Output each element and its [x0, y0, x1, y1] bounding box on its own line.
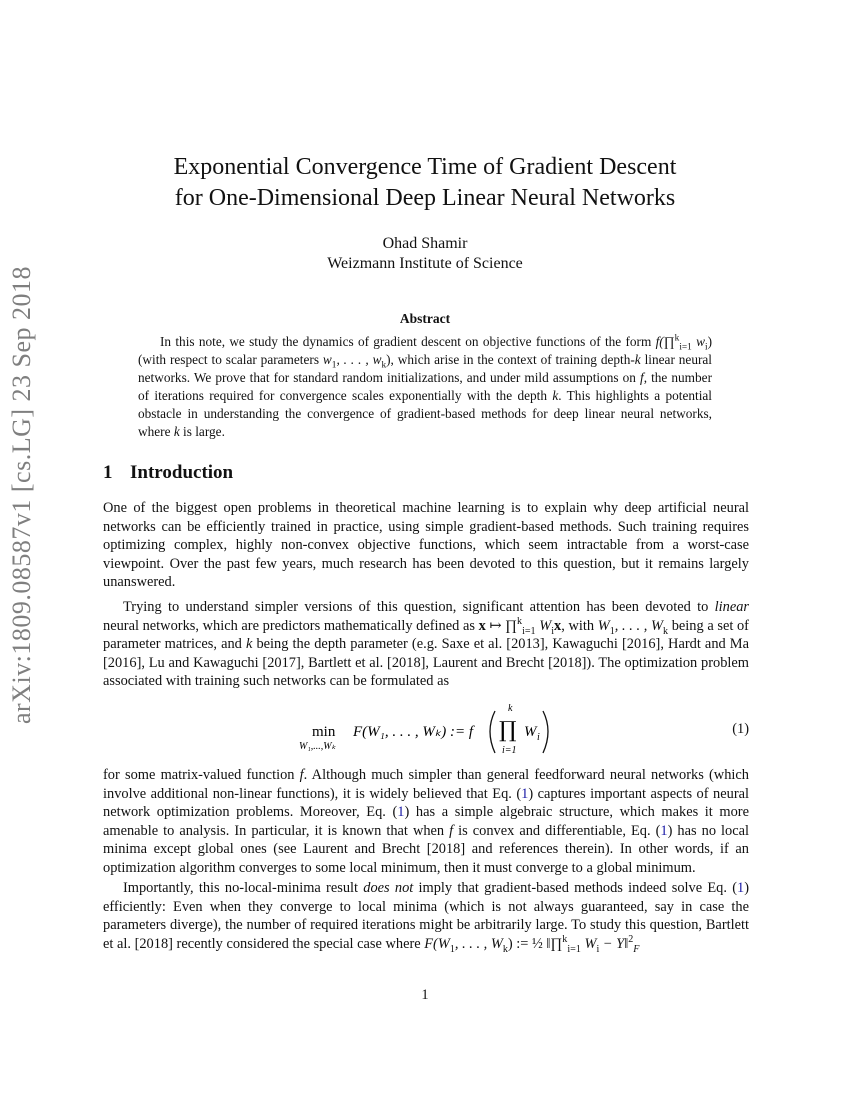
- eq-ref-link[interactable]: 1: [737, 880, 745, 896]
- paper-title: [100, 152, 750, 214]
- eq-min-subscript: W₁,...,Wₖ: [299, 741, 336, 752]
- title-line-1: Exponential Convergence Time of Gradient Descent: [173, 154, 677, 180]
- title-line-2: for One-Dimensional Deep Linear Neural Networks: [174, 185, 676, 211]
- eq-ref-link[interactable]: 1: [397, 804, 405, 821]
- page-number: 1: [421, 987, 429, 1003]
- eq-prod-body-sub: i: [537, 732, 540, 743]
- paragraph-3: for some matrix-valued function f. Although much simpler than general feedforward neural networks (which involve additional non-linear functions), it is widely believed that Eq. (1) captures important aspects of neural network optimization problems. Moreover, Eq. (1) has a simple algebraic structure, which makes it more amenable to analysis. In particular, it is known that when f is convex and differentiable, Eq. (1) has no local minima except global ones (see Laurent and Brecht [2018] and references therein). In other words, if an optimization algorithm converges to some local minimum, then it must converge to a global minimum.: [103, 767, 749, 876]
- eq-prod-lower: i=1: [502, 745, 517, 756]
- eq-prod-body: W: [524, 724, 537, 740]
- author-affiliation: Weizmann Institute of Science: [327, 255, 523, 272]
- arxiv-identifier-stamp: [2, 265, 42, 725]
- abstract-text: In this note, we study the dynamics of gradient descent on objective functions of the form f(∏$^k_{i=1}$ $w_i$) (with respect to scalar parameters $w_1$, . . . , $w_k$), which arise in the context of training depth-k linear neural networks. We prove that for standard random initializations, and under mild assumptions on f, the number of iterations required for convergence scales exponentially with the depth k. This highlights a potential obstacle in understanding the convergence of gradient-based methods for deep linear neural networks, where k is large.: [138, 333, 712, 439]
- eq-prod-symbol: ∏: [499, 718, 517, 743]
- equation-1: [103, 703, 749, 757]
- equation-1-formula: [103, 703, 749, 763]
- paragraph-4: Importantly, this no-local-minima result does not imply that gradient-based methods indeed solve Eq. (1) efficiently: Even when they converge to local minima (which is not always guaranteed, say in case the parameters diverge), the number of required iterations might be arbitrarily large. To study this question, Bartlett et al. [2018] recently considered the special case where $F(W_1$, . . . , $W_k$) := ½ ‖∏$^k_{i=1}$ $W_i$ − Y‖$^2_F$: [103, 880, 749, 955]
- section-title: Introduction: [130, 462, 234, 483]
- section-heading-introduction: [103, 462, 233, 484]
- author-name: Ohad Shamir: [382, 235, 468, 252]
- author-block: [100, 234, 750, 274]
- eq-ref-link[interactable]: 1: [521, 785, 529, 802]
- eq-right-paren: [543, 711, 548, 753]
- eq-left-paren: [490, 711, 495, 753]
- paragraph-2: Trying to understand simpler versions of this question, significant attention has been devoted to linear neural networks, which are predictors mathematically defined as x ↦ ∏$^k_{i=1}$ $W_ix$, with $W_1$, . . . , $W_k$ being a set of parameter matrices, and k being the depth parameter (e.g. Saxe et al. [2013], Kawaguchi [2016], Hardt and Ma [2016], Lu and Kawaguchi [2017], Bartlett et al. [2018], Laurent and Brecht [2018]). The optimization problem associated with training such networks can be formulated as: [103, 599, 749, 690]
- arxiv-identifier-text: arXiv:1809.08587v1 [cs.LG] 23 Sep 2018: [7, 265, 36, 725]
- equation-number: (1): [732, 721, 749, 737]
- paragraph-1: One of the biggest open problems in theoretical machine learning is to explain why deep artificial neural networks can be efficiently trained in practice, using simple gradient-based methods. Such training requires optimizing complex, highly non-convex objective functions, which seem intractable from a worst-case viewpoint. Over the past few years, much research has been devoted to this question, but it remains largely unanswered.: [103, 500, 749, 591]
- eq-ref-link[interactable]: 1: [660, 822, 668, 839]
- eq-prod-upper: k: [508, 703, 513, 714]
- eq-min-label: min: [312, 724, 336, 740]
- eq-lhs: F(W₁, . . . , Wₖ) := f: [353, 724, 474, 740]
- abstract-heading: Abstract: [399, 311, 451, 326]
- section-number: 1: [103, 462, 113, 483]
